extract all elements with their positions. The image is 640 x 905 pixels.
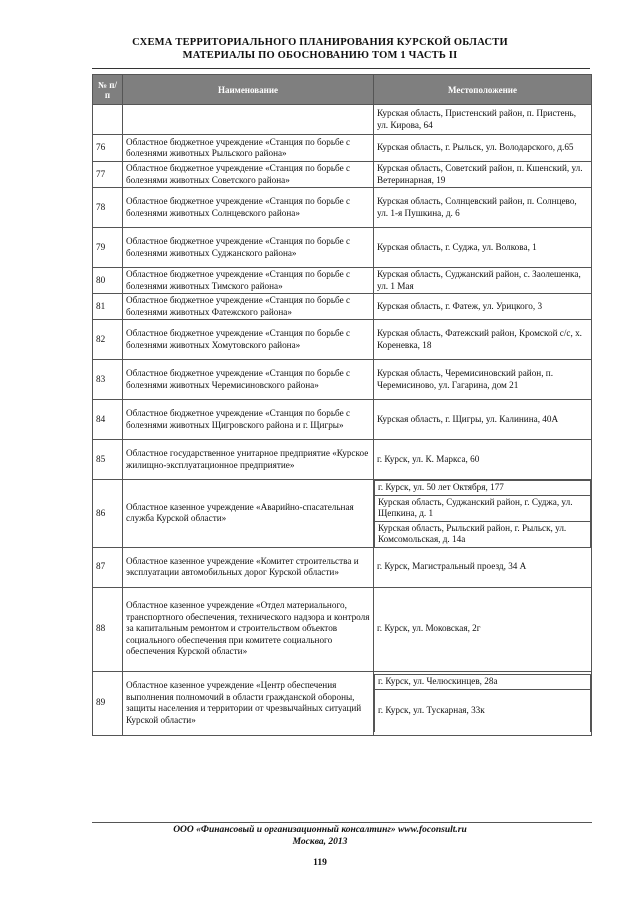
location-cell: [374, 294, 592, 320]
table-row: [93, 228, 592, 268]
location-entry: Курская область, Солнцевский район, п. Солнцево, ул. 1-я Пушкина, д. 6: [377, 196, 577, 218]
table-row: [93, 294, 592, 320]
location-entry: г. Курск, Магистральный проезд, 34 А: [377, 561, 527, 572]
organization-name: Областное казенное учреждение «Отдел материального, транспортного обеспечения, технического надзора и контроля за капитальным ремонтом и строительством объектов социального обеспечения при комитете социального обеспечения Курской области»: [123, 587, 374, 671]
location-entry: Курская область, г. Суджа, ул. Волкова, 1: [377, 241, 537, 252]
row-number: 89: [93, 671, 123, 735]
location-cell: [374, 480, 592, 548]
header-title: СХЕМА ТЕРРИТОРИАЛЬНОГО ПЛАНИРОВАНИЯ КУРСКОЙ ОБЛАСТИ: [132, 37, 508, 48]
table-row: [93, 135, 592, 162]
row-number: 79: [93, 228, 123, 268]
location-entry: Курская область, г. Рыльск, ул. Володарского, д.65: [377, 142, 574, 153]
organization-name: Областное бюджетное учреждение «Станция по борьбе с болезнями животных Щигровского района и г. Щигры»: [123, 400, 374, 440]
organization-name: Областное бюджетное учреждение «Станция по борьбе с болезнями животных Солнцевского района»: [123, 188, 374, 228]
location-cell: [374, 360, 592, 400]
table-row: [93, 268, 592, 294]
location-cell: [374, 268, 592, 294]
table-header-row: [93, 75, 592, 105]
location-entry: Курская область, Пристенский район, п. Пристень, ул. Кирова, 64: [377, 108, 577, 130]
table-row: [93, 162, 592, 188]
table-row: [93, 480, 592, 548]
location-cell: [374, 105, 592, 135]
location-cell: [374, 135, 592, 162]
organization-name: Областное казенное учреждение «Аварийно-спасательная служба Курской области»: [123, 480, 374, 548]
location-cell: [374, 228, 592, 268]
organizations-table: [92, 74, 592, 736]
row-number: [93, 105, 123, 135]
row-number: 76: [93, 135, 123, 162]
location-entry: Курская область, г. Фатеж, ул. Урицкого, 3: [377, 300, 543, 311]
organization-name: Областное государственное унитарное предприятие «Курское жилищно-эксплуатационное предприятие»: [123, 440, 374, 480]
row-number: 85: [93, 440, 123, 480]
row-number: 81: [93, 294, 123, 320]
document-footer: [0, 824, 640, 848]
location-cell: [374, 440, 592, 480]
location-entry: Курская область, Суджанский район, с. Заолешенка, ул. 1 Мая: [377, 269, 581, 291]
column-header-number: № п/п: [93, 75, 123, 105]
footer-company: ООО «Финансовый и организационный консалтинг» www.foconsult.ru: [173, 825, 467, 835]
organization-name: Областное казенное учреждение «Центр обеспечения выполнения полномочий в области гражданской обороны, защиты населения и территории от чрезвычайных ситуаций Курской области»: [123, 671, 374, 735]
table-row: [93, 188, 592, 228]
table-row: [93, 105, 592, 135]
organization-name: Областное бюджетное учреждение «Станция по борьбе с болезнями животных Фатежского района»: [123, 294, 374, 320]
location-entry: Курская область, Черемисиновский район, п. Черемисиново, ул. Гагарина, дом 21: [377, 368, 554, 390]
organization-name: Областное бюджетное учреждение «Станция по борьбе с болезнями животных Рыльского района»: [123, 135, 374, 162]
organization-name: [123, 105, 374, 135]
row-number: 77: [93, 162, 123, 188]
organization-name: Областное бюджетное учреждение «Станция по борьбе с болезнями животных Хомутовского района»: [123, 320, 374, 360]
row-number: 88: [93, 587, 123, 671]
row-number: 82: [93, 320, 123, 360]
organization-name: Областное бюджетное учреждение «Станция по борьбе с болезнями животных Суджанского района»: [123, 228, 374, 268]
location-cell: [374, 400, 592, 440]
location-cell: [374, 587, 592, 671]
location-entry: г. Курск, ул. Тускарная, 33к: [375, 689, 591, 732]
table-row: [93, 671, 592, 735]
row-number: 78: [93, 188, 123, 228]
location-entry: г. Курск, ул. Челюскинцев, 28а: [375, 675, 591, 690]
organization-name: Областное бюджетное учреждение «Станция по борьбе с болезнями животных Черемисиновского района»: [123, 360, 374, 400]
row-number: 84: [93, 400, 123, 440]
row-number: 86: [93, 480, 123, 548]
organization-name: Областное бюджетное учреждение «Станция по борьбе с болезнями животных Тимского района»: [123, 268, 374, 294]
location-entry: г. Курск, ул. 50 лет Октября, 177: [375, 481, 591, 496]
location-entry: г. Курск, ул. Моковская, 2г: [377, 623, 481, 634]
table-row: [93, 547, 592, 587]
location-cell: [374, 671, 592, 735]
location-cell: [374, 547, 592, 587]
organization-name: Областное казенное учреждение «Комитет строительства и эксплуатации автомобильных дорог Курской области»: [123, 547, 374, 587]
row-number: 80: [93, 268, 123, 294]
table-row: [93, 320, 592, 360]
column-header-name: Наименование: [123, 75, 374, 105]
location-cell: [374, 320, 592, 360]
footer-rule: [92, 822, 592, 823]
column-header-location: Местоположение: [374, 75, 592, 105]
location-entry: Курская область, Фатежский район, Кромской с/с, х. Кореневка, 18: [377, 328, 582, 350]
footer-city-year: Москва, 2013: [292, 837, 348, 847]
table-row: [93, 587, 592, 671]
location-entry: Курская область, Советский район, п. Кшенский, ул. Ветеринарная, 19: [377, 163, 583, 185]
location-cell: [374, 188, 592, 228]
location-entry: Курская область, г. Щигры, ул. Калинина, 40А: [377, 413, 559, 424]
organization-name: Областное бюджетное учреждение «Станция по борьбе с болезнями животных Советского района»: [123, 162, 374, 188]
location-cell: [374, 162, 592, 188]
page-number: 119: [313, 858, 327, 868]
table-row: [93, 440, 592, 480]
header-subtitle: МАТЕРИАЛЫ ПО ОБОСНОВАНИЮ ТОМ 1 ЧАСТЬ II: [182, 50, 458, 61]
location-entry: Курская область, Суджанский район, г. Суджа, ул. Щепкина, д. 1: [375, 495, 591, 521]
document-header: [0, 36, 640, 62]
table-row: [93, 360, 592, 400]
row-number: 87: [93, 547, 123, 587]
location-entry: Курская область, Рыльский район, г. Рыльск, ул. Комсомольская, д. 14а: [375, 521, 591, 547]
header-rule: [92, 68, 590, 69]
row-number: 83: [93, 360, 123, 400]
location-entry: г. Курск, ул. К. Маркса, 60: [377, 453, 480, 464]
table-row: [93, 400, 592, 440]
